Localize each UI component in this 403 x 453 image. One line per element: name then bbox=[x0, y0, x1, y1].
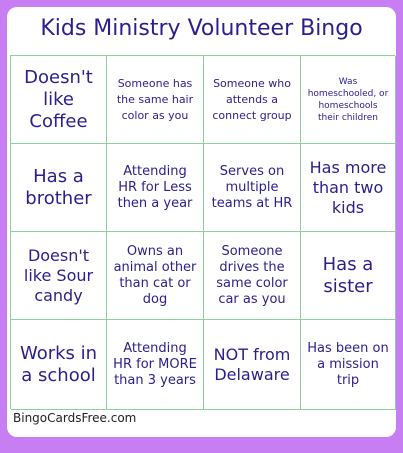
cell-text: Works in a school bbox=[19, 342, 98, 386]
cell-text: Someone has the same hair color as you bbox=[116, 76, 194, 122]
bingo-cell-12[interactable] bbox=[301, 232, 396, 320]
bingo-cell-8[interactable] bbox=[301, 144, 396, 232]
bingo-card bbox=[7, 7, 396, 437]
card-title: Kids Ministry Volunteer Bingo bbox=[40, 16, 363, 41]
bingo-cell-16[interactable] bbox=[301, 320, 396, 410]
bingo-cell-5[interactable] bbox=[11, 144, 107, 232]
cell-text: Owns an animal other than cat or dog bbox=[113, 243, 197, 307]
cell-text: Someone drives the same color car as you bbox=[216, 243, 288, 307]
footer-credit: BingoCardsFree.com bbox=[13, 411, 137, 425]
bingo-cell-3[interactable] bbox=[204, 56, 301, 144]
cell-text: Was homeschooled, or homeschools their children bbox=[307, 76, 389, 123]
bingo-cell-15[interactable] bbox=[204, 320, 301, 410]
cell-text: Has more than two kids bbox=[309, 157, 387, 217]
bingo-cell-6[interactable] bbox=[107, 144, 204, 232]
bingo-cell-7[interactable] bbox=[204, 144, 301, 232]
bingo-cell-11[interactable] bbox=[204, 232, 301, 320]
bingo-cell-9[interactable] bbox=[11, 232, 107, 320]
cell-text: Has a brother bbox=[25, 165, 92, 209]
cell-text: Doesn't like Coffee bbox=[24, 66, 93, 132]
cell-text: Attending HR for Less then a year bbox=[117, 163, 193, 211]
bingo-cell-4[interactable] bbox=[301, 56, 396, 144]
cell-text: Serves on multiple teams at HR bbox=[211, 163, 293, 211]
bingo-cell-2[interactable] bbox=[107, 56, 204, 144]
bingo-cell-14[interactable] bbox=[107, 320, 204, 410]
cell-text: Has been on a mission trip bbox=[307, 340, 389, 388]
cell-text: Attending HR for MORE than 3 years bbox=[113, 340, 197, 388]
cell-text: NOT from Delaware bbox=[213, 344, 291, 384]
cell-text: Has a sister bbox=[322, 253, 374, 297]
cell-text: Doesn't like Sour candy bbox=[23, 245, 94, 305]
bingo-grid bbox=[10, 55, 395, 409]
bingo-cell-1[interactable] bbox=[11, 56, 107, 144]
bingo-cell-10[interactable] bbox=[107, 232, 204, 320]
cell-text: Someone who attends a connect group bbox=[212, 76, 292, 122]
bingo-cell-13[interactable] bbox=[11, 320, 107, 410]
